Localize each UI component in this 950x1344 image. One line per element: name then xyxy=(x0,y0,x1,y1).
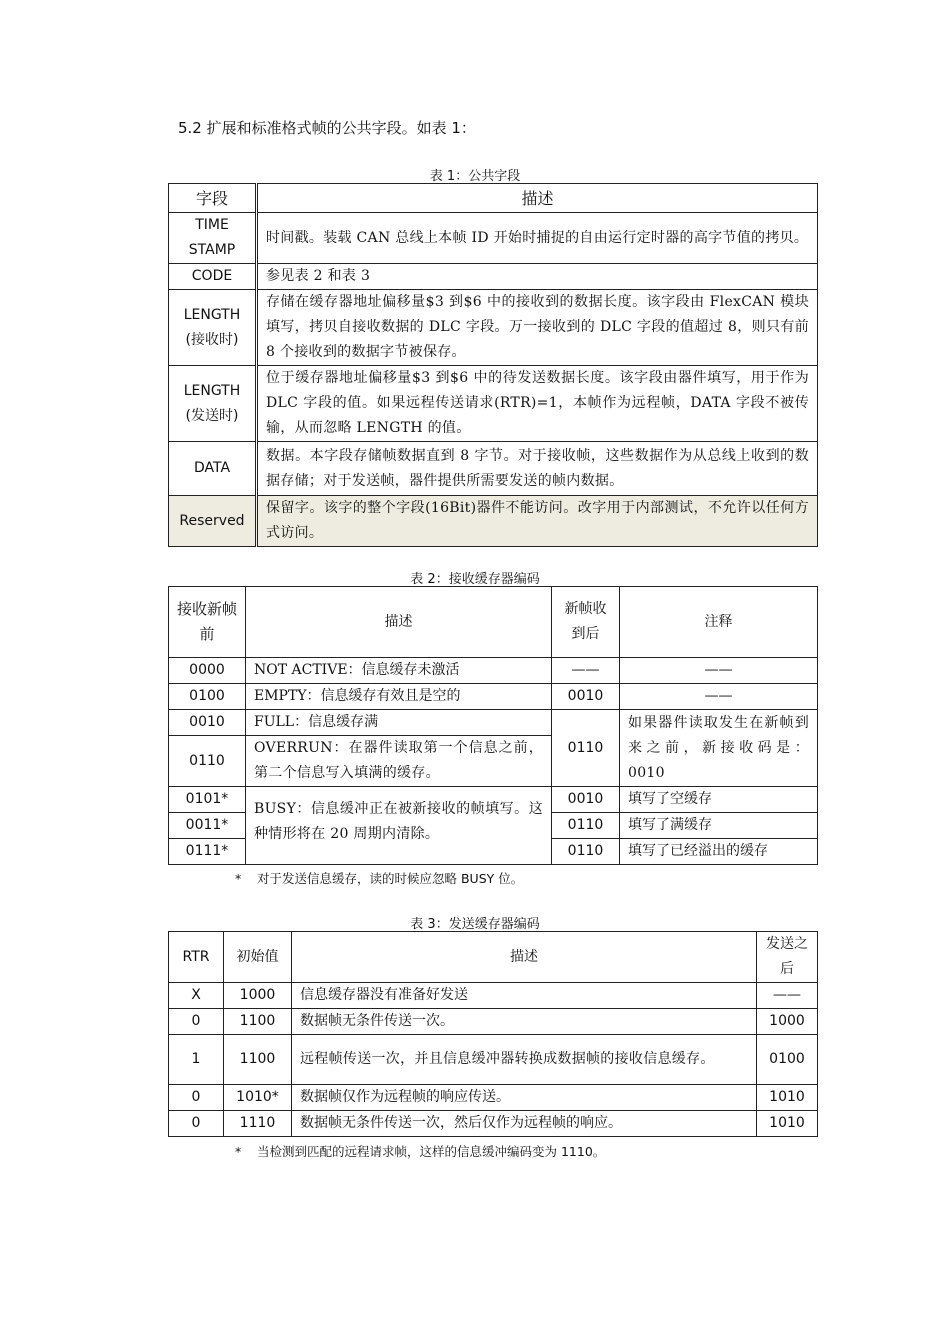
table2-desc: FULL：信息缓存满 xyxy=(246,710,552,736)
table2-header-desc: 描述 xyxy=(246,587,552,658)
table-row xyxy=(169,264,818,290)
table3-header-desc: 描述 xyxy=(292,932,757,983)
table3-header-after: 发送之后 xyxy=(757,932,818,983)
table2-note: 填写了满缓存 xyxy=(620,813,818,839)
table-row xyxy=(169,496,818,547)
table1-caption: 表 1：公共字段 xyxy=(429,169,521,184)
table3-rtr: 1 xyxy=(169,1035,224,1085)
table3-init: 1010* xyxy=(224,1085,292,1111)
table2-caption: 表 2：接收缓存器编码 xyxy=(410,572,540,587)
table-row xyxy=(169,1009,818,1035)
table2-after: 0110 xyxy=(552,839,620,865)
table1-desc: 存储在缓存器地址偏移量$3 到$6 中的接收到的数据长度。该字段由 FlexCAN 模块填写，拷贝自接收数据的 DLC 字段。万一接收到的 DLC 字段的值超过 8，则只有前 8 个接收到的数据字节被保存。 xyxy=(257,290,818,366)
table2-header-before: 接收新帧前 xyxy=(169,587,246,658)
table3-caption: 表 3：发送缓存器编码 xyxy=(410,917,540,932)
table2-note: 如果器件读取发生在新帧到来之前，新接收码是： 0010 xyxy=(620,710,818,787)
table1-desc: 保留字。该字的整个字段(16Bit)器件不能访问。改字用于内部测试，不允许以任何方式访问。 xyxy=(257,496,818,547)
table3-transmit-codes xyxy=(168,931,818,1137)
table2-footnote xyxy=(235,869,523,887)
table2-note: —— xyxy=(620,684,818,710)
table2-desc: BUSY：信息缓冲正在被新接收的帧填写。这种情形将在 20 周期内清除。 xyxy=(246,787,552,865)
table-row xyxy=(169,684,818,710)
table-row xyxy=(169,1111,818,1137)
table2-code: 0010 xyxy=(169,710,246,736)
table-row xyxy=(169,710,818,736)
table2-after: 0110 xyxy=(552,813,620,839)
table1-header-desc: 描述 xyxy=(257,184,818,213)
table3-header-init: 初始值 xyxy=(224,932,292,983)
footnote-star: * xyxy=(235,871,242,886)
table2-after: 0010 xyxy=(552,787,620,813)
table2-desc: NOT ACTIVE：信息缓存未激活 xyxy=(246,658,552,684)
table2-receive-codes xyxy=(168,586,818,865)
table3-after: —— xyxy=(757,983,818,1009)
table1-field: Reserved xyxy=(169,496,257,547)
table3-rtr: X xyxy=(169,983,224,1009)
table1-field: DATA xyxy=(169,442,257,496)
table2-note: 填写了空缓存 xyxy=(620,787,818,813)
table2-header-after: 新帧收到后 xyxy=(552,587,620,658)
table1-field: CODE xyxy=(169,264,257,290)
table3-after: 1000 xyxy=(757,1009,818,1035)
table1-desc: 数据。本字段存储帧数据直到 8 字节。对于接收帧，这些数据作为从总线上收到的数据存储；对于发送帧，器件提供所需要发送的帧内数据。 xyxy=(257,442,818,496)
table3-desc: 信息缓存器没有准备好发送 xyxy=(292,983,757,1009)
table2-desc: OVERRUN：在器件读取第一个信息之前，第二个信息写入填满的缓存。 xyxy=(246,736,552,787)
table2-code: 0110 xyxy=(169,736,246,787)
table-row xyxy=(169,366,818,442)
table3-rtr: 0 xyxy=(169,1111,224,1137)
table-row xyxy=(169,983,818,1009)
table-row xyxy=(169,1035,818,1085)
table3-rtr: 0 xyxy=(169,1009,224,1035)
footnote-star: * xyxy=(235,1144,242,1159)
table3-desc: 远程帧传送一次，并且信息缓冲器转换成数据帧的接收信息缓存。 xyxy=(292,1035,757,1085)
table2-note: —— xyxy=(620,658,818,684)
table3-init: 1000 xyxy=(224,983,292,1009)
table2-note: 填写了已经溢出的缓存 xyxy=(620,839,818,865)
table1-field: LENGTH (接收时) xyxy=(169,290,257,366)
table2-desc: EMPTY：信息缓存有效且是空的 xyxy=(246,684,552,710)
table2-code: 0111* xyxy=(169,839,246,865)
table1-desc: 时间戳。装载 CAN 总线上本帧 ID 开始时捕捉的自由运行定时器的高字节值的拷贝。 xyxy=(257,213,818,264)
table3-footnote xyxy=(235,1142,605,1160)
table3-after: 1010 xyxy=(757,1111,818,1137)
table3-desc: 数据帧无条件传送一次，然后仅作为远程帧的响应。 xyxy=(292,1111,757,1137)
table-row xyxy=(169,213,818,264)
table3-rtr: 0 xyxy=(169,1085,224,1111)
table1-header-field: 字段 xyxy=(169,184,257,213)
table3-after: 1010 xyxy=(757,1085,818,1111)
table3-init: 1100 xyxy=(224,1035,292,1085)
section-heading: 5.2 扩展和标准格式帧的公共字段。如表 1： xyxy=(178,119,476,137)
table1-desc: 参见表 2 和表 3 xyxy=(257,264,818,290)
table1-desc: 位于缓存器地址偏移量$3 到$6 中的待发送数据长度。该字段由器件填写，用于作为 DLC 字段的值。如果远程传送请求(RTR)=1，本帧作为远程帧，DATA 字段不被传输，从而忽略 LENGTH 的值。 xyxy=(257,366,818,442)
table-row xyxy=(169,290,818,366)
table2-after: —— xyxy=(552,658,620,684)
table-row xyxy=(169,787,818,813)
table1-common-fields xyxy=(168,183,818,547)
footnote-text: 对于发送信息缓存，读的时候应忽略 BUSY 位。 xyxy=(257,871,524,886)
table-row xyxy=(169,1085,818,1111)
table2-after: 0010 xyxy=(552,684,620,710)
footnote-text: 当检测到匹配的远程请求帧，这样的信息缓冲编码变为 1110。 xyxy=(257,1144,606,1159)
table2-code: 0100 xyxy=(169,684,246,710)
table2-code: 0101* xyxy=(169,787,246,813)
table2-code: 0000 xyxy=(169,658,246,684)
table2-after: 0110 xyxy=(552,710,620,787)
table3-header-rtr: RTR xyxy=(169,932,224,983)
table3-desc: 数据帧仅作为远程帧的响应传送。 xyxy=(292,1085,757,1111)
table2-code: 0011* xyxy=(169,813,246,839)
table2-header-note: 注释 xyxy=(620,587,818,658)
table3-init: 1100 xyxy=(224,1009,292,1035)
table3-after: 0100 xyxy=(757,1035,818,1085)
table3-desc: 数据帧无条件传送一次。 xyxy=(292,1009,757,1035)
table1-field: LENGTH (发送时) xyxy=(169,366,257,442)
table-row xyxy=(169,442,818,496)
table-row xyxy=(169,658,818,684)
table3-init: 1110 xyxy=(224,1111,292,1137)
table1-field: TIME STAMP xyxy=(169,213,257,264)
